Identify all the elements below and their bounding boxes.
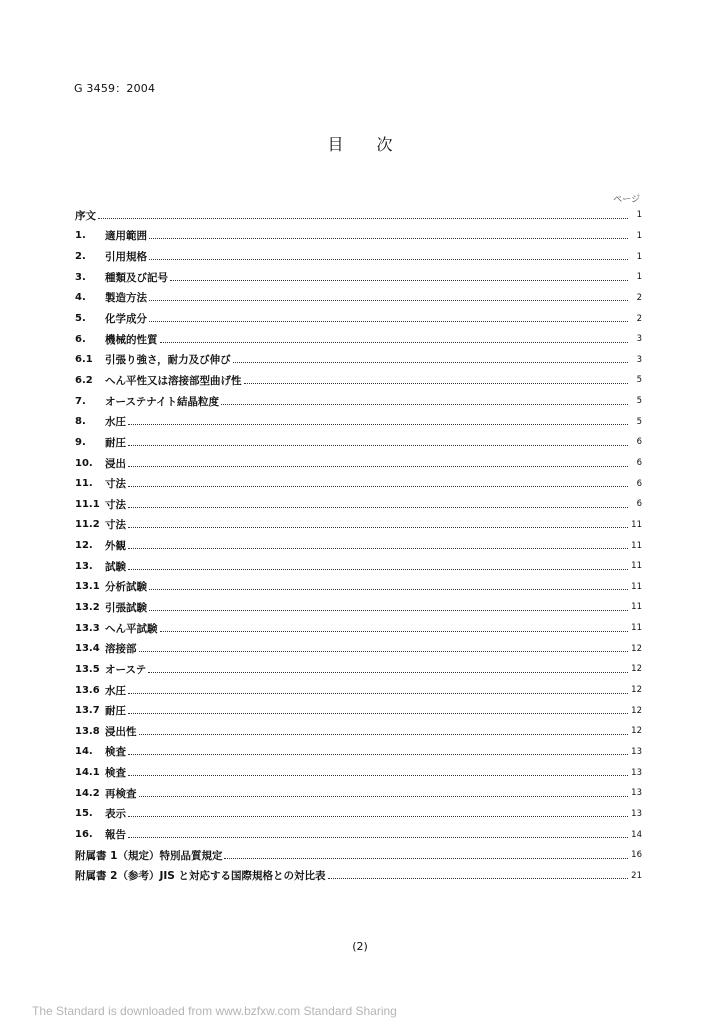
toc-entry-title: へん平性又は溶接部型曲げ性 bbox=[105, 374, 242, 387]
dot-leader bbox=[221, 404, 628, 405]
dot-leader bbox=[128, 445, 628, 446]
toc-entry-number: 14.2 bbox=[75, 787, 100, 799]
dot-leader bbox=[98, 218, 628, 219]
dot-leader bbox=[149, 589, 628, 590]
toc-entry-title: 寸法 bbox=[105, 478, 126, 491]
toc-entry[interactable] bbox=[75, 515, 642, 536]
toc-entry-title: 化学成分 bbox=[105, 313, 147, 326]
toc-entry-page: 3 bbox=[636, 354, 642, 365]
toc-entry[interactable] bbox=[75, 329, 642, 350]
toc-entry-title: 引張り強さ，耐力及び伸び bbox=[105, 354, 231, 367]
toc-entry[interactable] bbox=[75, 453, 642, 474]
dot-leader bbox=[128, 713, 628, 714]
toc-entry-page: 1 bbox=[636, 230, 642, 241]
dot-leader bbox=[170, 280, 628, 281]
dot-leader bbox=[128, 527, 628, 528]
toc-entry[interactable] bbox=[75, 349, 642, 370]
toc-entry-number: 13.2 bbox=[75, 601, 100, 613]
dot-leader bbox=[149, 238, 628, 239]
dot-leader bbox=[149, 610, 628, 611]
toc-entry-page: 12 bbox=[631, 664, 642, 675]
toc-entry-title: 溶接部 bbox=[105, 643, 137, 656]
toc-entry-number: 16. bbox=[75, 829, 93, 841]
toc-entry-number: 8. bbox=[75, 416, 86, 428]
dot-leader bbox=[160, 631, 629, 632]
toc-entry-title: 試験 bbox=[105, 560, 126, 573]
toc-entry-title: オーステ bbox=[105, 663, 147, 676]
toc-entry[interactable] bbox=[75, 226, 642, 247]
dot-leader bbox=[128, 693, 628, 694]
dot-leader bbox=[128, 775, 628, 776]
toc-entry-page: 11 bbox=[631, 519, 642, 530]
toc-entry-number: 1. bbox=[75, 230, 86, 242]
dot-leader bbox=[328, 878, 629, 879]
toc-entry-title: 寸法 bbox=[105, 498, 126, 511]
dot-leader bbox=[233, 362, 628, 363]
toc-entry-page: 13 bbox=[631, 788, 642, 799]
toc-entry-number: 6.2 bbox=[75, 374, 93, 386]
toc-entry[interactable] bbox=[75, 597, 642, 618]
toc-entry-title: 附属書 1（規定）特別品質規定 bbox=[75, 849, 223, 862]
toc-entry-number: 6. bbox=[75, 333, 86, 345]
toc-entry-title: 報告 bbox=[105, 829, 126, 842]
toc-entry-number: 14. bbox=[75, 746, 93, 758]
toc-heading: 目 次 bbox=[327, 135, 407, 154]
toc-entry-title: 水圧 bbox=[105, 684, 126, 697]
toc-entry[interactable] bbox=[75, 721, 642, 742]
toc-entry-number: 15. bbox=[75, 808, 93, 820]
toc-entry-number: 13.6 bbox=[75, 684, 100, 696]
watermark: The Standard is downloaded from www.bzfxw.com Standard Sharing bbox=[32, 1004, 397, 1018]
dot-leader bbox=[149, 321, 628, 322]
toc-entry-title: 浸出 bbox=[105, 457, 126, 470]
toc-entry-page: 5 bbox=[636, 396, 642, 407]
toc-entry-title: 検査 bbox=[105, 746, 126, 759]
toc-entry-number: 13.8 bbox=[75, 725, 100, 737]
toc-entry-number: 4. bbox=[75, 292, 86, 304]
toc-entry[interactable] bbox=[75, 432, 642, 453]
toc-entry[interactable] bbox=[75, 494, 642, 515]
toc-entry-page: 11 bbox=[631, 602, 642, 613]
toc-entry-title: 機械的性質 bbox=[105, 333, 158, 346]
toc-entry-number: 11. bbox=[75, 478, 93, 490]
toc-entry-title: 寸法 bbox=[105, 519, 126, 532]
toc-entry-page: 16 bbox=[631, 850, 642, 861]
toc-entry[interactable] bbox=[75, 618, 642, 639]
toc-entry-number: 10. bbox=[75, 457, 93, 469]
toc-entry-page: 2 bbox=[636, 313, 642, 324]
toc-entry[interactable] bbox=[75, 577, 642, 598]
toc-entry-page: 6 bbox=[636, 478, 642, 489]
toc-entry-page: 6 bbox=[636, 458, 642, 468]
toc-entry-title: 検査 bbox=[105, 767, 126, 780]
toc-entry[interactable] bbox=[75, 824, 642, 845]
toc-entry-title: 分析試験 bbox=[105, 581, 147, 594]
toc-entry-page: 5 bbox=[636, 375, 642, 386]
dot-leader bbox=[139, 651, 629, 652]
toc-entry-page: 5 bbox=[636, 416, 642, 427]
toc-entry-number: 13.3 bbox=[75, 622, 100, 634]
toc-entry[interactable] bbox=[75, 742, 642, 763]
dot-leader bbox=[149, 300, 628, 301]
toc-entry-title: 再検査 bbox=[105, 787, 137, 800]
toc-entry[interactable] bbox=[75, 638, 642, 659]
toc-entry-title: 引用規格 bbox=[105, 251, 147, 264]
toc-entry[interactable] bbox=[75, 700, 642, 721]
toc-entry[interactable] bbox=[75, 370, 642, 391]
toc-entry[interactable] bbox=[75, 535, 642, 556]
toc-entry-title: 浸出性 bbox=[105, 725, 137, 738]
page-column-label: ページ bbox=[613, 195, 640, 205]
toc-entry-page: 1 bbox=[636, 272, 642, 283]
toc-entry-number: 13.5 bbox=[75, 663, 100, 675]
dot-leader bbox=[128, 548, 628, 549]
toc-entry-number: 13. bbox=[75, 560, 93, 572]
toc-entry[interactable] bbox=[75, 804, 642, 825]
toc-entry-number: 6.1 bbox=[75, 354, 93, 366]
toc-entry-title: 外観 bbox=[105, 540, 126, 553]
toc-entry-number: 13.1 bbox=[75, 581, 100, 593]
toc-entry[interactable] bbox=[75, 246, 642, 267]
toc-entry-page: 12 bbox=[631, 705, 642, 716]
dot-leader bbox=[244, 383, 629, 384]
dot-leader bbox=[128, 466, 628, 467]
dot-leader bbox=[128, 507, 628, 508]
toc-entry[interactable] bbox=[75, 845, 642, 866]
toc-entry-title: へん平試験 bbox=[105, 622, 158, 635]
toc-entry-number: 13.7 bbox=[75, 705, 100, 717]
toc-entry-title: 適用範囲 bbox=[105, 230, 147, 243]
dot-leader bbox=[139, 734, 629, 735]
document-code: G 3459：2004 bbox=[74, 82, 156, 95]
toc-entry-page: 13 bbox=[631, 746, 642, 757]
toc-entry[interactable] bbox=[75, 783, 642, 804]
toc-entry-number: 7. bbox=[75, 395, 86, 407]
toc-entry[interactable] bbox=[75, 556, 642, 577]
toc-entry[interactable] bbox=[75, 473, 642, 494]
table-of-contents bbox=[75, 205, 642, 886]
toc-entry-page: 1 bbox=[636, 210, 642, 221]
dot-leader bbox=[128, 816, 628, 817]
toc-entry[interactable] bbox=[75, 680, 642, 701]
dot-leader bbox=[149, 259, 628, 260]
dot-leader bbox=[128, 486, 628, 487]
toc-entry-title: 製造方法 bbox=[105, 292, 147, 305]
toc-entry-number: 9. bbox=[75, 436, 86, 448]
toc-entry-page: 11 bbox=[631, 581, 642, 592]
toc-entry-number: 2. bbox=[75, 251, 86, 263]
toc-entry[interactable] bbox=[75, 411, 642, 432]
toc-entry[interactable] bbox=[75, 762, 642, 783]
dot-leader bbox=[128, 424, 628, 425]
toc-entry-number: 14.1 bbox=[75, 767, 100, 779]
toc-entry-title: 附属書 2（参考）JIS と対応する国際規格との対比表 bbox=[75, 870, 326, 883]
toc-entry-page: 3 bbox=[636, 334, 642, 345]
toc-entry-number: 5. bbox=[75, 313, 86, 325]
toc-entry[interactable] bbox=[75, 659, 642, 680]
toc-entry-page: 6 bbox=[636, 437, 642, 448]
toc-entry-page: 12 bbox=[631, 685, 642, 696]
toc-entry-title: 種類及び記号 bbox=[105, 271, 168, 284]
toc-entry-page: 11 bbox=[631, 623, 642, 634]
toc-entry[interactable] bbox=[75, 866, 642, 887]
dot-leader bbox=[139, 796, 629, 797]
dot-leader bbox=[128, 837, 628, 838]
page-number: (2) bbox=[352, 940, 368, 953]
toc-entry-page: 11 bbox=[631, 540, 642, 551]
dot-leader bbox=[224, 858, 628, 859]
toc-entry-title: 水圧 bbox=[105, 416, 126, 429]
toc-entry-number: 13.4 bbox=[75, 643, 100, 655]
toc-entry-page: 12 bbox=[631, 726, 642, 737]
toc-entry-title: オーステナイト結晶粒度 bbox=[105, 395, 220, 408]
toc-entry-number: 3. bbox=[75, 271, 86, 283]
toc-entry-page: 13 bbox=[631, 808, 642, 819]
toc-entry-title: 引張試験 bbox=[105, 601, 147, 614]
toc-entry[interactable] bbox=[75, 267, 642, 288]
toc-entry-number: 11.1 bbox=[75, 498, 100, 510]
dot-leader bbox=[128, 569, 628, 570]
toc-entry-title: 耐圧 bbox=[105, 705, 126, 718]
toc-entry-title: 表示 bbox=[105, 808, 126, 821]
toc-entry-page: 12 bbox=[631, 643, 642, 654]
toc-entry-number: 12. bbox=[75, 540, 93, 552]
toc-entry-title: 耐圧 bbox=[105, 436, 126, 449]
toc-entry-page: 13 bbox=[631, 767, 642, 778]
toc-entry-page: 11 bbox=[631, 561, 642, 572]
toc-entry-page: 14 bbox=[631, 829, 642, 840]
toc-entry-number: 11.2 bbox=[75, 519, 100, 531]
toc-entry[interactable] bbox=[75, 391, 642, 412]
toc-entry-title: 序文 bbox=[75, 209, 96, 222]
toc-entry[interactable] bbox=[75, 205, 642, 226]
dot-leader bbox=[148, 672, 628, 673]
dot-leader bbox=[128, 754, 628, 755]
toc-entry[interactable] bbox=[75, 308, 642, 329]
toc-entry-page: 6 bbox=[636, 499, 642, 510]
toc-entry-page: 21 bbox=[631, 870, 642, 881]
toc-entry[interactable] bbox=[75, 288, 642, 309]
dot-leader bbox=[160, 342, 629, 343]
toc-entry-page: 2 bbox=[636, 292, 642, 303]
toc-entry-page: 1 bbox=[636, 251, 642, 262]
